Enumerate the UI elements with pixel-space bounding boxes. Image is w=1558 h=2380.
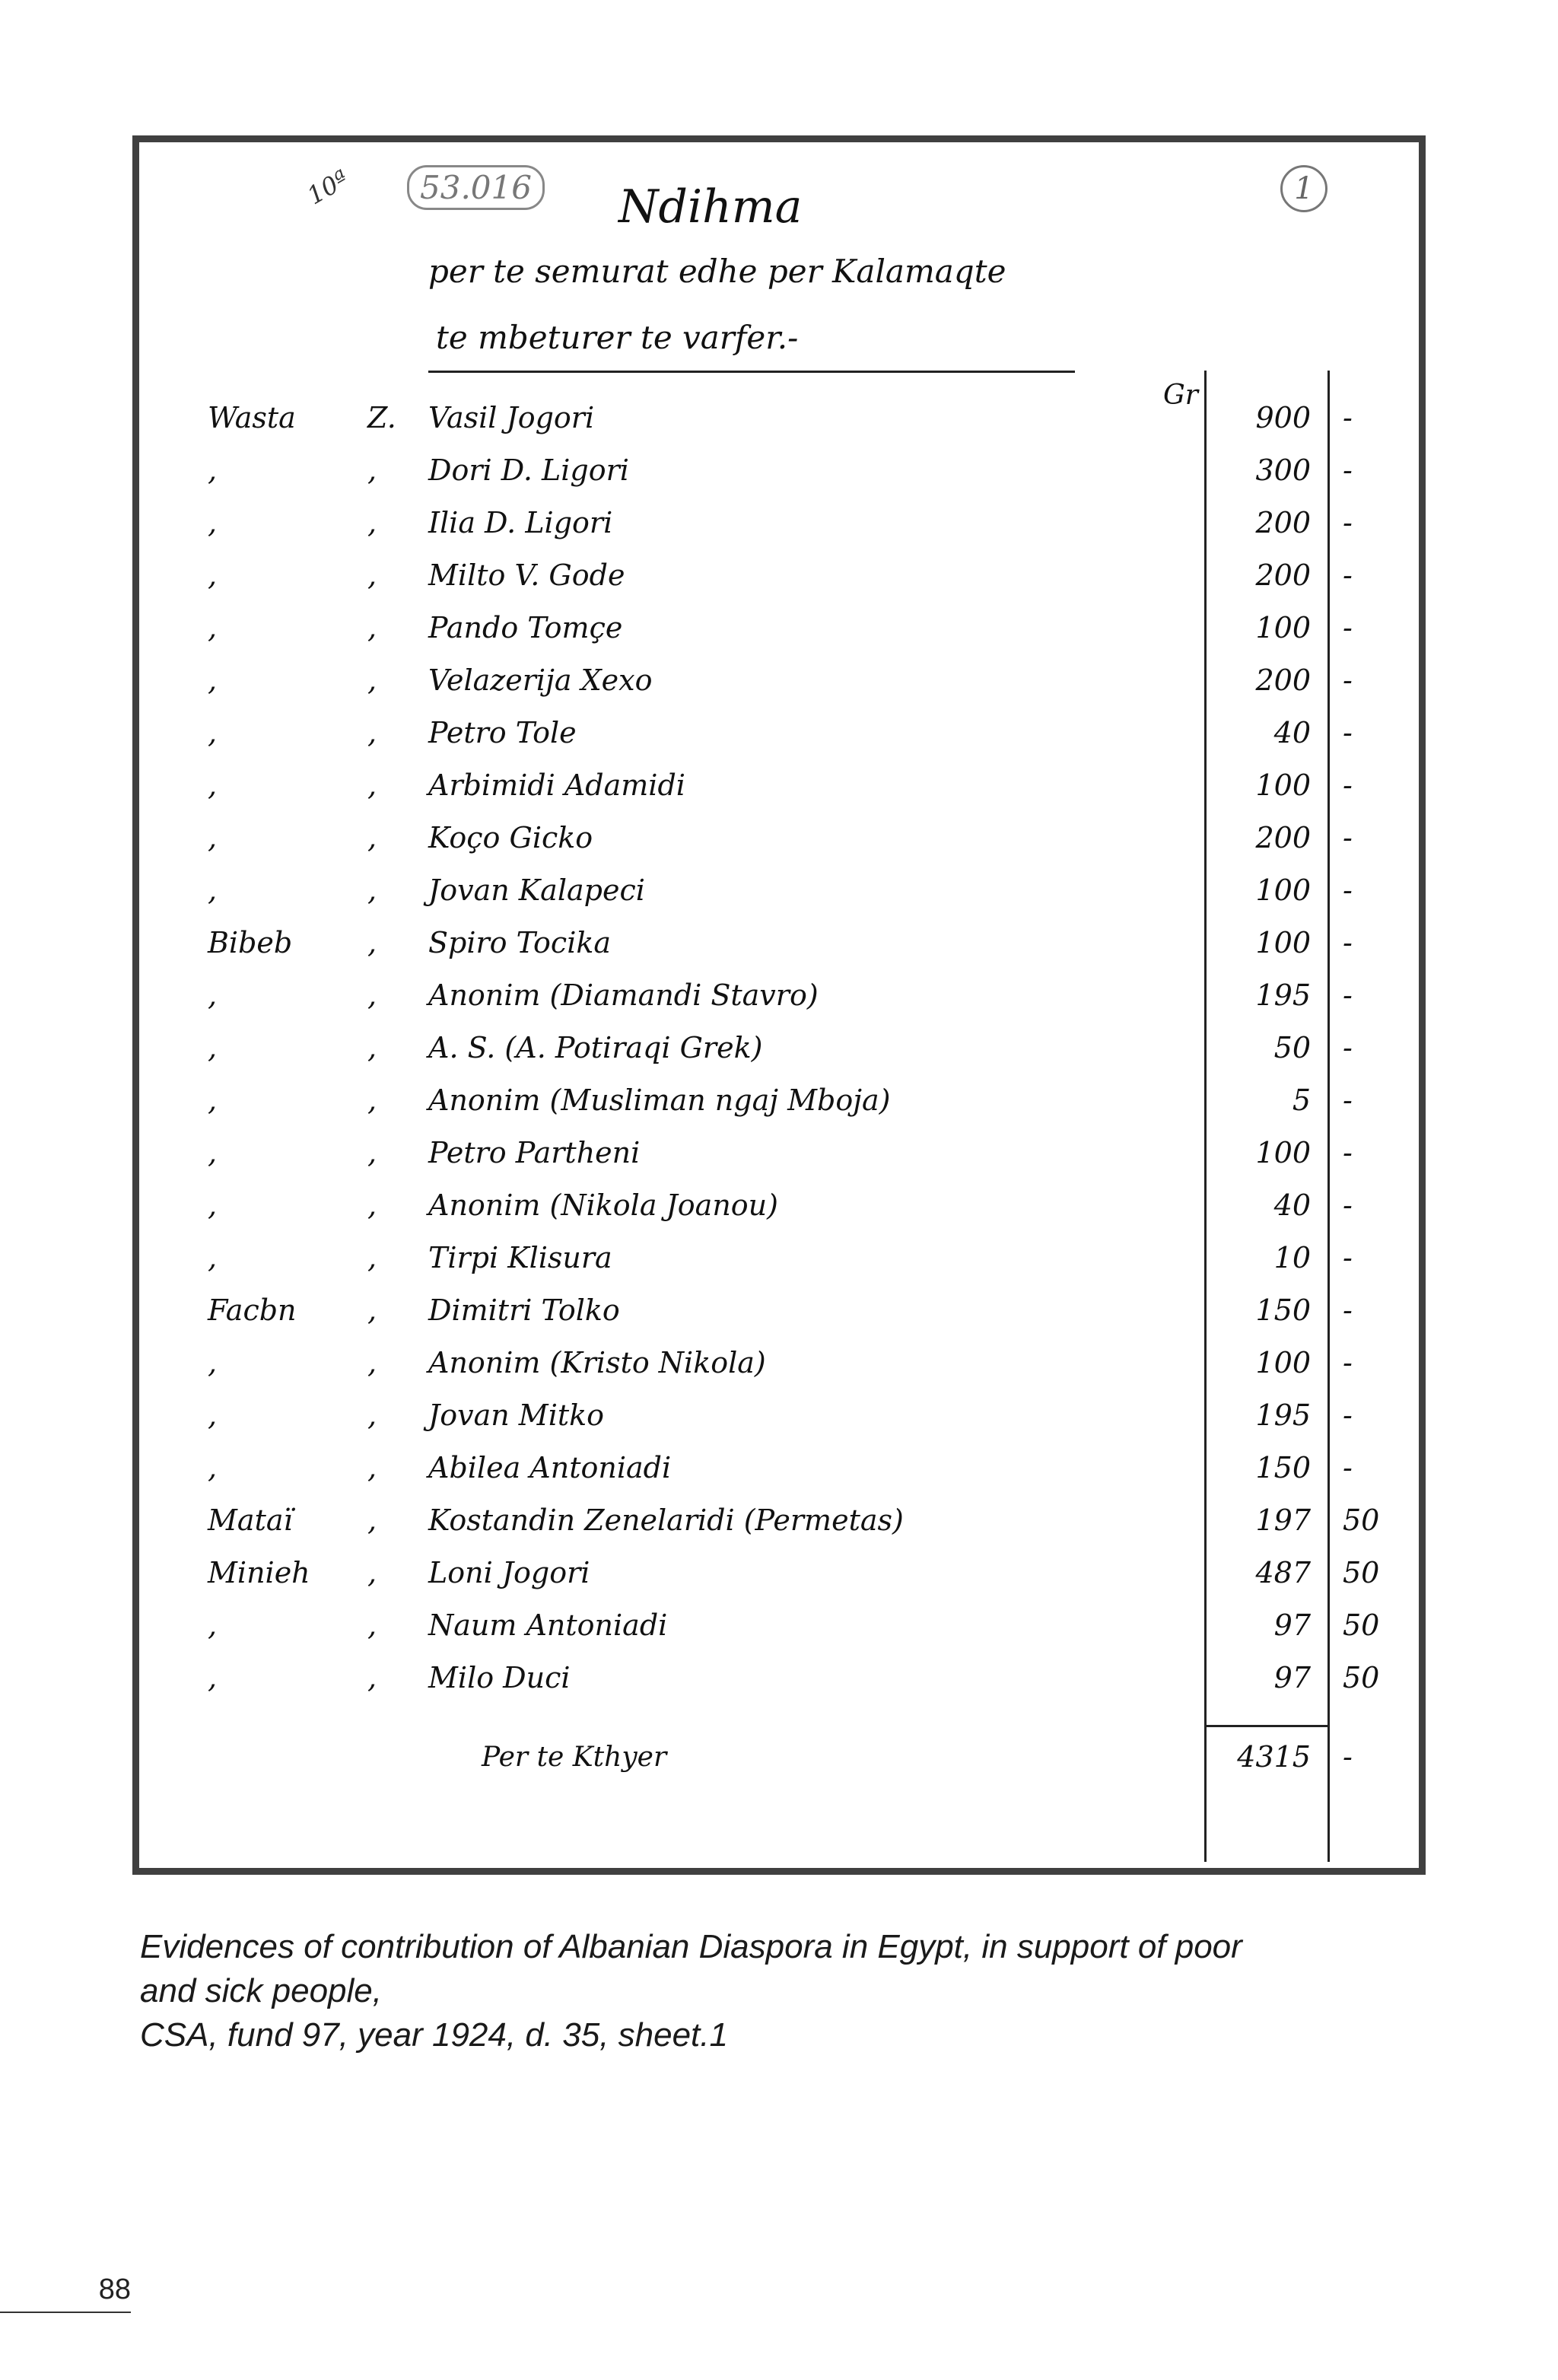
amount-subunit: - <box>1343 1451 1353 1484</box>
amount-gr: 100 <box>1255 873 1311 907</box>
list-item <box>139 1451 1419 1489</box>
list-item <box>139 1556 1419 1594</box>
contributor-name: Milto V. Gode <box>428 558 625 592</box>
currency-column-header: Gr <box>1163 380 1198 411</box>
ditto-mark: , <box>367 558 377 592</box>
amount-gr: 195 <box>1255 978 1311 1012</box>
list-item <box>139 1293 1419 1332</box>
ditto-mark: , <box>367 1608 377 1642</box>
contributor-name: Abilea Antoniadi <box>428 1451 672 1484</box>
amount-gr: 150 <box>1255 1293 1311 1327</box>
contributor-city: , <box>208 558 218 592</box>
list-item <box>139 716 1419 754</box>
contributor-name: Loni Jogori <box>428 1556 590 1589</box>
contributor-city: , <box>208 506 218 539</box>
ditto-mark: , <box>367 506 377 539</box>
figure-caption <box>140 1925 1433 2057</box>
amount-subunit: - <box>1343 1398 1353 1432</box>
amount-subunit: 50 <box>1343 1661 1380 1694</box>
contributor-city: , <box>208 1136 218 1169</box>
contributor-city: , <box>208 716 218 749</box>
contributor-city: , <box>208 1083 218 1117</box>
contributor-name: Anonim (Nikola Joanou) <box>428 1188 778 1222</box>
contributor-city: , <box>208 663 218 697</box>
amount-subunit: - <box>1343 1346 1353 1379</box>
amount-gr: 197 <box>1255 1503 1311 1537</box>
amount-subunit: - <box>1343 401 1353 434</box>
contributor-city: , <box>208 821 218 854</box>
amount-subunit: - <box>1343 558 1353 592</box>
amount-subunit: - <box>1343 506 1353 539</box>
amount-gr: 200 <box>1255 663 1311 697</box>
list-item <box>139 1136 1419 1174</box>
amount-subunit: - <box>1343 768 1353 802</box>
list-item <box>139 1188 1419 1227</box>
amount-gr: 487 <box>1255 1556 1311 1589</box>
contributor-city: Wasta <box>208 401 296 434</box>
contributor-city: Facbn <box>208 1293 297 1327</box>
archival-document-image <box>132 135 1426 1875</box>
amount-gr: 200 <box>1255 506 1311 539</box>
list-item <box>139 1241 1419 1279</box>
contributor-name: A. S. (A. Potiraqi Grek) <box>428 1031 763 1064</box>
amount-gr: 5 <box>1292 1083 1311 1117</box>
list-item <box>139 926 1419 964</box>
ditto-mark: , <box>367 1503 377 1537</box>
amount-gr: 40 <box>1273 716 1311 749</box>
contributor-name: Koço Gicko <box>428 821 593 854</box>
list-item <box>139 1031 1419 1069</box>
contributor-name: Velazerija Xexo <box>428 663 653 697</box>
contributor-name: Jovan Kalapeci <box>428 873 645 907</box>
amount-gr: 195 <box>1255 1398 1311 1432</box>
amount-gr: 100 <box>1255 768 1311 802</box>
ditto-mark: , <box>367 453 377 487</box>
ditto-mark: , <box>367 1031 377 1064</box>
manuscript-subtitle-line1: per te semurat edhe per Kalamaqte <box>428 253 1006 290</box>
ditto-mark: , <box>367 1661 377 1694</box>
contributor-city: , <box>208 873 218 907</box>
handwritten-manuscript <box>139 142 1419 1868</box>
amount-subunit: 50 <box>1343 1608 1380 1642</box>
amount-subunit: - <box>1343 1188 1353 1222</box>
total-subunit: - <box>1343 1740 1353 1774</box>
ditto-mark: , <box>367 1083 377 1117</box>
contributor-city: , <box>208 453 218 487</box>
page-number-rule <box>0 2312 131 2313</box>
amount-subunit: - <box>1343 663 1353 697</box>
contributor-name: Petro Partheni <box>428 1136 641 1169</box>
caption-line-2: and sick people, <box>140 1972 382 2009</box>
contributor-name: Anonim (Diamandi Stavro) <box>428 978 819 1012</box>
manuscript-subtitle-line2: te mbeturer te varfer.- <box>436 319 799 356</box>
amount-gr: 10 <box>1273 1241 1311 1274</box>
contributor-name: Petro Tole <box>428 716 577 749</box>
ditto-mark: , <box>367 1556 377 1589</box>
list-item <box>139 453 1419 492</box>
list-item <box>139 1346 1419 1384</box>
contributor-name: Spiro Tocika <box>428 926 612 959</box>
contributor-city: , <box>208 978 218 1012</box>
ditto-mark: , <box>367 1398 377 1432</box>
contributor-name: Anonim (Kristo Nikola) <box>428 1346 766 1379</box>
amount-subunit: - <box>1343 821 1353 854</box>
amount-gr: 300 <box>1255 453 1311 487</box>
contributor-city: Bibeb <box>208 926 293 959</box>
amount-subunit: - <box>1343 611 1353 644</box>
amount-subunit: - <box>1343 1136 1353 1169</box>
list-item <box>139 821 1419 859</box>
list-item <box>139 558 1419 597</box>
amount-gr: 97 <box>1273 1608 1311 1642</box>
amount-subunit: - <box>1343 926 1353 959</box>
contributor-city: Mataï <box>208 1503 293 1537</box>
archive-number-stamp: 53.016 <box>407 165 545 210</box>
ditto-mark: , <box>367 716 377 749</box>
ditto-mark: , <box>367 873 377 907</box>
contributor-name: Dori D. Ligori <box>428 453 629 487</box>
contributor-city: , <box>208 1398 218 1432</box>
contributor-name: Kostandin Zenelaridi (Permetas) <box>428 1503 904 1537</box>
amount-subunit: - <box>1343 978 1353 1012</box>
page-mark-circle: 1 <box>1280 165 1327 212</box>
contributor-city: , <box>208 1188 218 1222</box>
contributor-name: Anonim (Musliman ngaj Mboja) <box>428 1083 891 1117</box>
amount-gr: 100 <box>1255 611 1311 644</box>
amount-subunit: 50 <box>1343 1556 1380 1589</box>
amount-gr: 100 <box>1255 1346 1311 1379</box>
caption-line-1: Evidences of contribution of Albanian Diaspora in Egypt, in support of poor <box>140 1928 1242 1965</box>
amount-subunit: - <box>1343 1083 1353 1117</box>
list-item <box>139 978 1419 1017</box>
contributor-city: , <box>208 1608 218 1642</box>
amount-gr: 40 <box>1273 1188 1311 1222</box>
contributor-name: Ilia D. Ligori <box>428 506 613 539</box>
page-number: 88 <box>98 2273 131 2305</box>
ditto-mark: , <box>367 926 377 959</box>
list-item <box>139 611 1419 649</box>
contributor-name: Milo Duci <box>428 1661 571 1694</box>
ditto-mark: , <box>367 1188 377 1222</box>
contributor-city: , <box>208 1451 218 1484</box>
ditto-mark: Z. <box>367 401 396 434</box>
contributor-name: Arbimidi Adamidi <box>428 768 685 802</box>
contributor-city: , <box>208 1346 218 1379</box>
ditto-mark: , <box>367 1136 377 1169</box>
ditto-mark: , <box>367 978 377 1012</box>
amount-gr: 97 <box>1273 1661 1311 1694</box>
contributor-city: , <box>208 768 218 802</box>
amount-subunit: 50 <box>1343 1503 1380 1537</box>
contributor-name: Vasil Jogori <box>428 401 595 434</box>
ditto-mark: , <box>367 663 377 697</box>
contributor-city: , <box>208 611 218 644</box>
contributor-name: Pando Tomçe <box>428 611 623 644</box>
amount-gr: 50 <box>1273 1031 1311 1064</box>
amount-gr: 200 <box>1255 558 1311 592</box>
ditto-mark: , <box>367 611 377 644</box>
ditto-mark: , <box>367 768 377 802</box>
amount-subunit: - <box>1343 873 1353 907</box>
amount-gr: 100 <box>1255 1136 1311 1169</box>
amount-gr: 900 <box>1255 401 1311 434</box>
contributor-city: , <box>208 1661 218 1694</box>
list-item <box>139 663 1419 702</box>
contributor-city: Minieh <box>208 1556 310 1589</box>
total-value: 4315 <box>1237 1740 1311 1774</box>
total-label: Per te Kthyer <box>482 1742 667 1773</box>
contributor-name: Tirpi Klisura <box>428 1241 612 1274</box>
list-item <box>139 1083 1419 1122</box>
list-item <box>139 401 1419 439</box>
list-item <box>139 873 1419 912</box>
manuscript-title: Ndihma <box>618 180 803 234</box>
contributor-name: Naum Antoniadi <box>428 1608 668 1642</box>
corner-note: 10ª <box>302 164 354 211</box>
contributor-name: Dimitri Tolko <box>428 1293 620 1327</box>
total-rule <box>1204 1725 1329 1727</box>
amount-subunit: - <box>1343 1031 1353 1064</box>
caption-line-3: CSA, fund 97, year 1924, d. 35, sheet.1 <box>140 2016 728 2054</box>
list-item <box>139 506 1419 544</box>
ditto-mark: , <box>367 1293 377 1327</box>
amount-subunit: - <box>1343 1241 1353 1274</box>
amount-gr: 200 <box>1255 821 1311 854</box>
amount-subunit: - <box>1343 1293 1353 1327</box>
ditto-mark: , <box>367 1346 377 1379</box>
contributor-city: , <box>208 1031 218 1064</box>
ditto-mark: , <box>367 1451 377 1484</box>
ditto-mark: , <box>367 821 377 854</box>
amount-gr: 100 <box>1255 926 1311 959</box>
amount-gr: 150 <box>1255 1451 1311 1484</box>
list-item <box>139 1608 1419 1647</box>
amount-subunit: - <box>1343 716 1353 749</box>
list-item <box>139 1661 1419 1699</box>
amount-subunit: - <box>1343 453 1353 487</box>
list-item <box>139 768 1419 807</box>
header-underline <box>428 371 1075 373</box>
list-item <box>139 1398 1419 1437</box>
ditto-mark: , <box>367 1241 377 1274</box>
list-item <box>139 1503 1419 1542</box>
contributor-city: , <box>208 1241 218 1274</box>
contributor-name: Jovan Mitko <box>428 1398 605 1432</box>
